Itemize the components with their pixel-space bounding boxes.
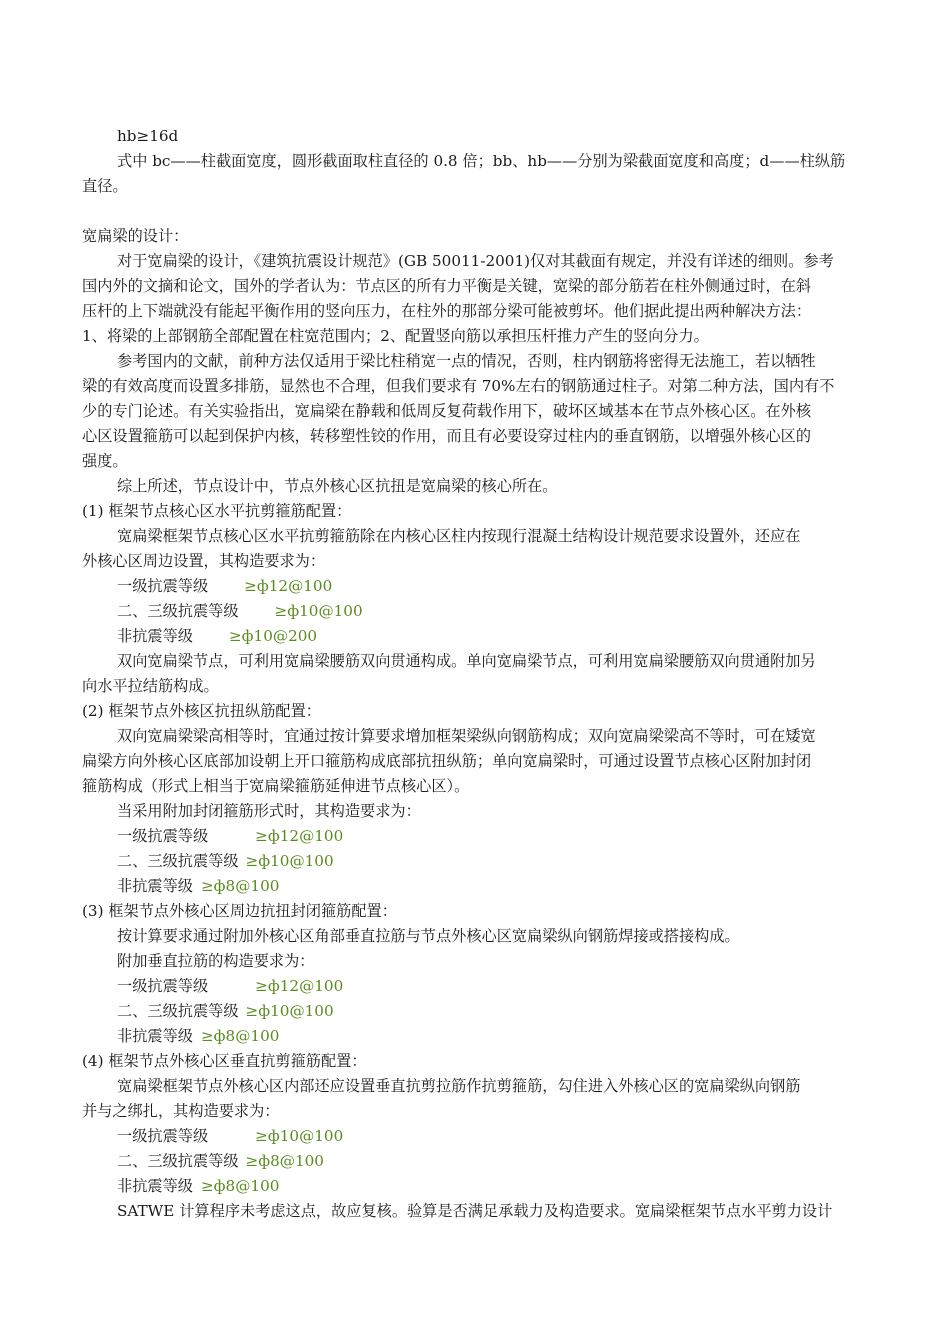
paragraph-line: SATWE 计算程序未考虑这点，故应复核。验算是否满足承载力及构造要求。宽扁梁框架节点水平剪力设计 <box>117 1202 833 1220</box>
spec-label: 非抗震等级 <box>117 1177 193 1195</box>
spec-value: ≥ф10@100 <box>245 1002 334 1020</box>
paragraph-line: 并与之绑扎，其构造要求为： <box>82 1102 280 1120</box>
spec-row <box>117 851 334 871</box>
spec-value: ≥ф8@100 <box>200 1027 280 1045</box>
paragraph-line: 箍筋构成（形式上相当于宽扁梁箍筋延伸进节点核心区）。 <box>82 777 470 795</box>
spec-value: ≥ф8@100 <box>200 877 280 895</box>
paragraph-line: 心区设置箍筋可以起到保护内核，转移塑性铰的作用，而且有必要设穿过柱内的垂直钢筋，以增强外核心区的 <box>82 427 811 445</box>
spec-value: ≥ф12@100 <box>244 577 333 595</box>
section-heading: 宽扁梁的设计： <box>82 227 189 245</box>
paragraph-line: 按计算要求通过附加外核心区角部垂直拉筋与节点外核心区宽扁梁纵向钢筋焊接或搭接构成。 <box>117 927 740 945</box>
spec-row <box>117 626 317 646</box>
formula-line: hb≥16d <box>117 127 179 145</box>
paragraph-line: 参考国内的文献，前种方法仅适用于梁比柱稍宽一点的情况，否则，柱内钢筋将密得无法施工，若以牺牲 <box>117 352 816 370</box>
definition-line: 式中 bc——柱截面宽度，圆形截面取柱直径的 0.8 倍；bb、hb——分别为梁截面宽度和高度；d——柱纵筋 <box>117 152 846 170</box>
paragraph-line: 压杆的上下端就没有能起平衡作用的竖向压力，在柱外的那部分梁可能被剪坏。他们据此提出两种解决方法： <box>82 302 811 320</box>
spec-row <box>117 1126 343 1146</box>
section-title-1: (1) 框架节点核心区水平抗剪箍筋配置： <box>82 502 352 520</box>
spec-row <box>117 576 332 596</box>
paragraph-line: 外核心区周边设置，其构造要求为： <box>82 552 325 570</box>
paragraph-line: 1、将梁的上部钢筋全部配置在柱宽范围内；2、配置竖向筋以承担压杆推力产生的竖向分力。 <box>82 327 709 345</box>
spec-label: 二、三级抗震等级 <box>117 852 239 870</box>
paragraph-line: 扁梁方向外核心区底部加设朝上开口箍筋构成底部抗扭纵筋；单向宽扁梁时，可通过设置节点核心区附加封闭 <box>82 752 811 770</box>
paragraph-line: 少的专门论述。有关实验指出，宽扁梁在静载和低周反复荷载作用下，破坏区域基本在节点外核心区。在外核 <box>82 402 811 420</box>
paragraph-line: 向水平拉结筋构成。 <box>82 677 219 695</box>
spec-value: ≥ф10@100 <box>245 852 334 870</box>
spec-row <box>117 826 343 846</box>
section-title-4: (4) 框架节点外核心区垂直抗剪箍筋配置： <box>82 1052 367 1070</box>
paragraph-line: 双向宽扁梁节点，可利用宽扁梁腰筋双向贯通构成。单向宽扁梁节点，可利用宽扁梁腰筋双向贯通附加另 <box>117 652 816 670</box>
paragraph-line: 附加垂直拉筋的构造要求为： <box>117 952 315 970</box>
spec-label: 二、三级抗震等级 <box>117 602 239 620</box>
spec-value: ≥ф12@100 <box>255 827 344 845</box>
spec-row <box>117 1176 279 1196</box>
spec-row <box>117 976 343 996</box>
spec-label: 非抗震等级 <box>117 877 193 895</box>
paragraph-line: 综上所述，节点设计中，节点外核心区抗扭是宽扁梁的核心所在。 <box>117 477 558 495</box>
spec-label: 二、三级抗震等级 <box>117 1152 239 1170</box>
spec-value: ≥ф8@100 <box>245 1152 324 1170</box>
spec-value: ≥ф8@100 <box>200 1177 280 1195</box>
spec-value: ≥ф10@100 <box>274 602 363 620</box>
definition-line: 直径。 <box>82 177 128 195</box>
section-title-3: (3) 框架节点外核心区周边抗扭封闭箍筋配置： <box>82 902 397 920</box>
spec-row <box>117 876 279 896</box>
spec-label: 二、三级抗震等级 <box>117 1002 239 1020</box>
spec-label: 一级抗震等级 <box>117 1127 209 1145</box>
paragraph-line: 国内外的文摘和论文，国外的学者认为：节点区的所有力平衡是关键，宽梁的部分筋若在柱外侧通过时，在斜 <box>82 277 811 295</box>
section-title-2: (2) 框架节点外核区抗扭纵筋配置： <box>82 702 321 720</box>
spec-label: 一级抗震等级 <box>117 977 209 995</box>
spec-row <box>117 601 363 621</box>
spec-label: 一级抗震等级 <box>117 827 209 845</box>
spec-value: ≥ф10@100 <box>255 1127 344 1145</box>
paragraph-line: 双向宽扁梁梁高相等时，宜通过按计算要求增加框架梁纵向钢筋构成；双向宽扁梁梁高不等时，可在矮宽 <box>117 727 816 745</box>
spec-label: 非抗震等级 <box>117 627 193 645</box>
paragraph-line: 当采用附加封闭箍筋形式时，其构造要求为： <box>117 802 421 820</box>
spec-row <box>117 1026 279 1046</box>
spec-value: ≥ф10@200 <box>228 627 318 645</box>
paragraph-line: 强度。 <box>82 452 128 470</box>
paragraph-line: 宽扁梁框架节点核心区水平抗剪箍筋除在内核心区柱内按现行混凝土结构设计规范要求设置外，还应在 <box>117 527 801 545</box>
spec-row <box>117 1001 334 1021</box>
paragraph-line: 宽扁梁框架节点外核心区内部还应设置垂直抗剪拉筋作抗剪箍筋，勾住进入外核心区的宽扁梁纵向钢筋 <box>117 1077 801 1095</box>
spec-value: ≥ф12@100 <box>255 977 344 995</box>
paragraph-line: 梁的有效高度而设置多排筋，显然也不合理，但我们要求有 70%左右的钢筋通过柱子。对第二种方法，国内有不 <box>82 377 835 395</box>
paragraph-line: 对于宽扁梁的设计，《建筑抗震设计规范》(GB 50011-2001)仅对其截面有规定，并没有详述的细则。参考 <box>117 252 834 270</box>
spec-row <box>117 1151 324 1171</box>
spec-label: 非抗震等级 <box>117 1027 193 1045</box>
spec-label: 一级抗震等级 <box>117 577 209 595</box>
